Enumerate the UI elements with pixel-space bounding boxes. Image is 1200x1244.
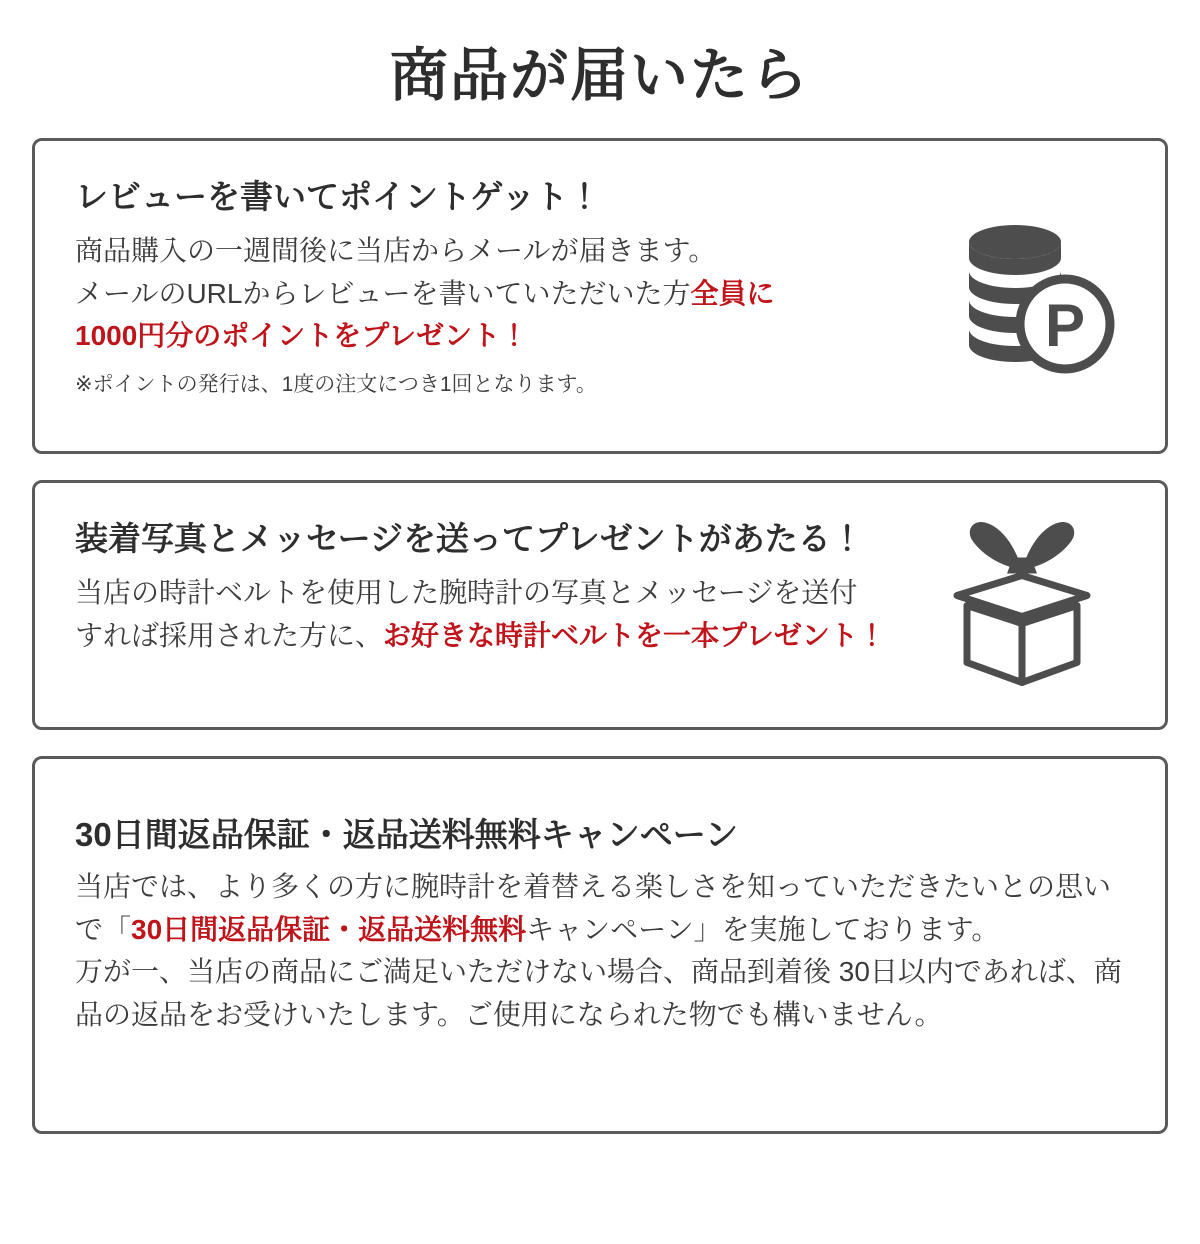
text-segment: 当店の時計ベルトを使用した腕時計の写真とメッセージを送付 [75,577,858,609]
gift-box-icon [927,517,1117,692]
card-photo-present-text [75,519,975,658]
card-review-points-line-1 [75,230,955,273]
text-segment: 万が一、当店の商品にご満足いただけない場合、商品到着後 30日以内であれば、商品の返品をお受けいたします。ご使用になられた物でも構いません。 [75,956,1122,1031]
coins-point-icon [941,216,1121,376]
card-photo-present-heading: 装着写真とメッセージを送ってプレゼントがあたる！ [75,519,864,557]
card-photo-present-line-2 [75,615,975,658]
card-review-points [32,138,1168,454]
text-segment-highlight: 全員に [690,277,775,309]
card-photo-present-line-1 [75,572,975,615]
card-review-points-line-3 [75,315,955,358]
page-title: 商品が届いたら [389,43,810,108]
card-return-guarantee-heading: 30日間返品保証・返品送料無料キャンペーン [75,815,739,853]
promo-page [0,44,1200,1244]
text-segment: 商品購入の一週間後に当店からメールが届きます。 [75,235,717,267]
card-review-points-heading: レビューを書いてポイントゲット！ [75,177,602,215]
card-review-points-text [75,177,955,402]
card-review-points-note: ※ポイントの発行は、1度の注文につき1回となります。 [75,373,597,397]
text-segment: すれば採用された方に、 [75,619,384,651]
card-return-guarantee-line-2 [75,951,1125,1036]
card-review-points-line-2 [75,273,955,316]
text-segment-highlight: お好きな時計ベルトを一本プレゼント！ [383,619,886,651]
card-return-guarantee-line-1 [75,866,1125,951]
card-return-guarantee [32,756,1168,1134]
text-segment-highlight: 1000円分のポイントをプレゼント！ [75,320,529,352]
text-segment: メールのURLからレビューを書いていただいた方 [75,277,691,309]
svg-text:P: P [1044,291,1086,359]
card-return-guarantee-text [75,815,1125,1037]
text-segment-highlight: 30日間返品保証・返品送料無料 [131,913,527,945]
card-photo-present [32,480,1168,730]
text-segment: 当店では、より多くの方に腕時計を着替える楽しさを知っていただきたいとの思いで「 [75,871,1112,945]
text-segment: キャンペーン」を実施しております。 [526,913,1000,945]
